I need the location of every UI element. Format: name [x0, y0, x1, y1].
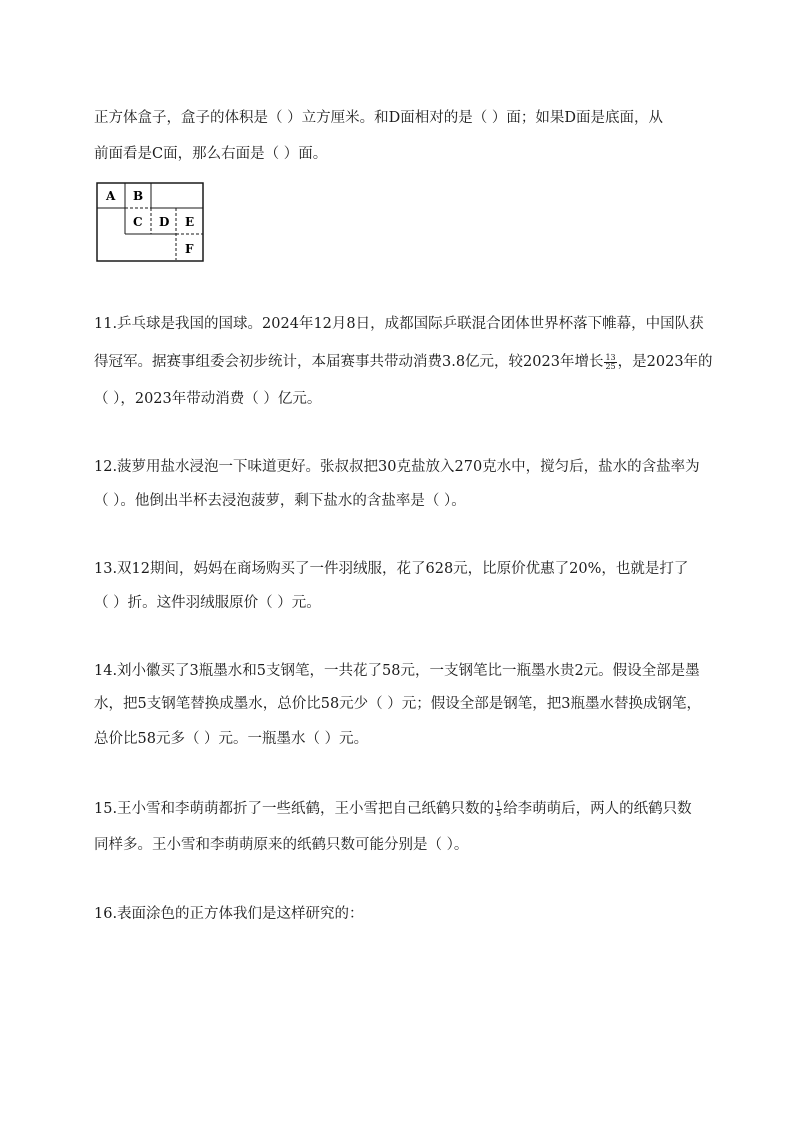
q11-fraction [604, 354, 616, 371]
q14-line-1: 14.刘小徽买了3瓶墨水和5支钢笔，一共花了58元，一支钢笔比一瓶墨水贵2元。假设全部是墨 [94, 663, 700, 679]
q12-line-1: 12.菠萝用盐水浸泡一下味道更好。张叔叔把30克盐放入270克水中，搅匀后，盐水的含盐率为 [94, 459, 700, 475]
q11-line-2 [94, 352, 713, 372]
q11-line-3: （ ），2023年带动消费（ ）亿元。 [94, 391, 322, 407]
q15-line-1 [94, 799, 692, 819]
q11-line-1: 11.乒乓球是我国的国球。2024年12月8日，成都国际乒联混合团体世界杯落下帷幕，中国队获 [94, 316, 704, 332]
q15-line-2: 同样多。王小雪和李萌萌原来的纸鹤只数可能分别是（ ）。 [94, 837, 469, 853]
q15-fraction-denominator: 5 [496, 808, 502, 818]
q11-fraction-denominator: 25 [605, 361, 616, 371]
q15-line-1-end: 给李萌萌后，两人的纸鹤只数 [503, 801, 692, 817]
face-label-e: E [185, 215, 195, 229]
q11-fraction-numerator: 13 [605, 352, 616, 362]
q14-line-3: 总价比58元多（ ）元。一瓶墨水（ ）元。 [94, 731, 369, 747]
q15-fraction-numerator: 1 [496, 799, 502, 809]
q10-line-2: 前面看是C面，那么右面是（ ）面。 [94, 146, 328, 162]
q10-line-1: 正方体盒子，盒子的体积是（ ）立方厘米。和D面相对的是（ ）面；如果D面是底面，从 [94, 110, 663, 126]
face-label-f: F [185, 242, 194, 256]
q15-line-1-start: 15.王小雪和李萌萌都折了一些纸鹤，王小雪把自己纸鹤只数的 [94, 801, 495, 817]
face-label-a: A [106, 189, 116, 203]
cube-net-figure [96, 182, 206, 264]
face-label-c: C [133, 215, 143, 229]
face-label-b: B [133, 189, 144, 203]
q13-line-2: （ ）折。这件羽绒服原价（ ）元。 [94, 595, 321, 611]
q11-line-2-end: ，是2023年的 [617, 354, 713, 370]
q15-fraction [495, 801, 502, 818]
q16-line-1: 16.表面涂色的正方体我们是这样研究的： [94, 906, 364, 922]
q12-line-2: （ ）。他倒出半杯去浸泡菠萝，剩下盐水的含盐率是（ ）。 [94, 493, 466, 509]
face-label-d: D [159, 215, 170, 229]
q13-line-1: 13.双12期间，妈妈在商场购买了一件羽绒服，花了628元，比原价优惠了20%，也就是打了 [94, 561, 689, 577]
q14-line-2: 水，把5支钢笔替换成墨水，总价比58元少（ ）元；假设全部是钢笔，把3瓶墨水替换成钢笔， [94, 696, 702, 712]
q11-line-2-start: 得冠军。据赛事组委会初步统计，本届赛事共带动消费3.8亿元，较2023年增长 [94, 354, 604, 370]
